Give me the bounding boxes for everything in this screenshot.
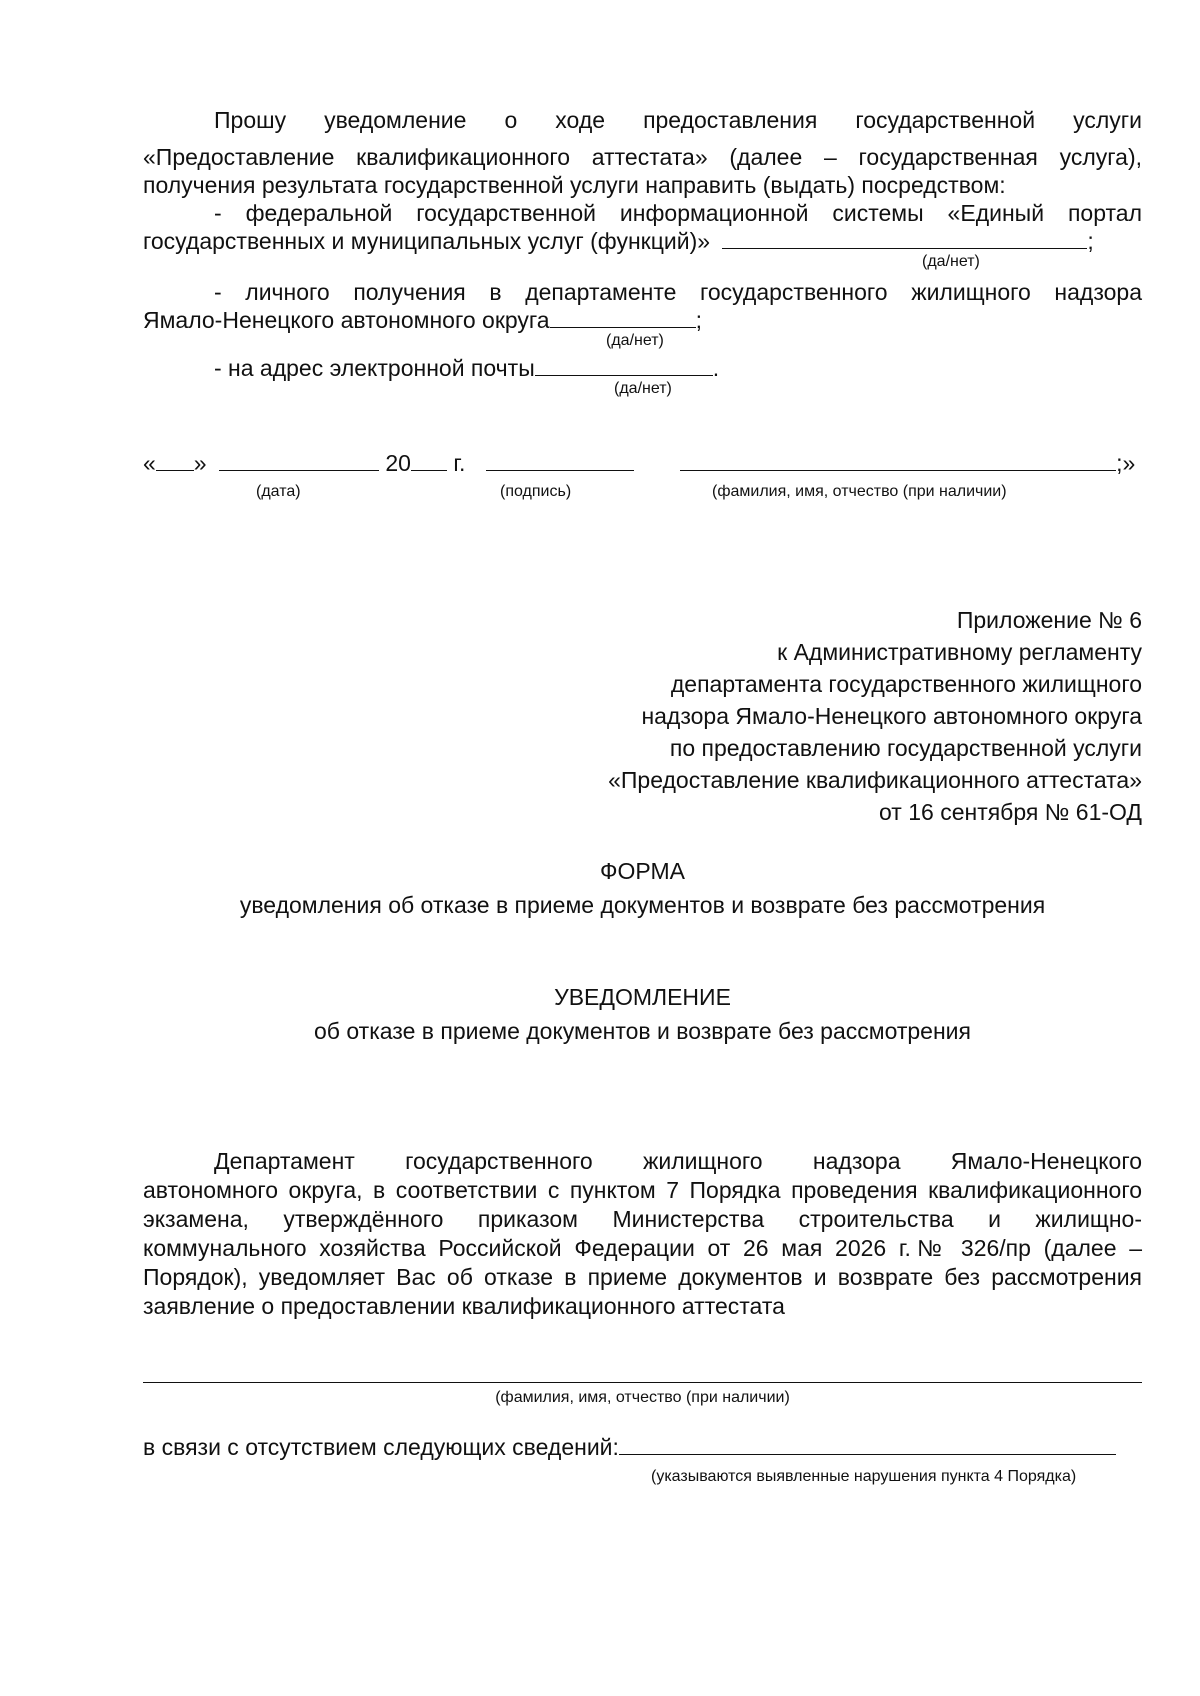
- date-close-quote: »: [193, 450, 207, 476]
- missing-info-hint: (указываются выявленные нарушения пункта 4 Порядка): [651, 1468, 1077, 1485]
- date-month-field[interactable]: [219, 450, 379, 471]
- option-personal-answer-field[interactable]: [550, 307, 696, 328]
- option-portal-hint: (да/нет): [922, 253, 980, 270]
- body-line-6: заявление о предоставлении квалификационного аттестата: [143, 1293, 785, 1319]
- missing-info-row: [143, 1434, 1116, 1461]
- appendix-line: надзора Ямало-Ненецкого автономного округа: [641, 703, 1142, 729]
- body-line-5: Порядок), уведомляет Вас об отказе в приеме документов и возврате без рассмотрения: [143, 1264, 1142, 1290]
- form-subtitle: уведомления об отказе в приеме документов и возврате без рассмотрения: [239, 892, 1046, 918]
- option-email-line: [214, 355, 719, 382]
- appendix-line: по предоставлению государственной услуги: [669, 735, 1142, 761]
- notice-subtitle: об отказе в приеме документов и возврате без рассмотрения: [314, 1018, 971, 1044]
- missing-info-field[interactable]: [619, 1434, 1116, 1455]
- applicant-name-hint: (фамилия, имя, отчество (при наличии): [495, 1389, 790, 1406]
- body-line-4: коммунального хозяйства Российской Федерации от 26 мая 2026 г.№ 326/пр (далее –: [143, 1235, 1142, 1261]
- appendix-line: департамента государственного жилищного: [670, 671, 1142, 697]
- full-name-hint: (фамилия, имя, отчество (при наличии): [712, 483, 1007, 500]
- signature-field[interactable]: [486, 450, 634, 471]
- option-email-text: - на адрес электронной почты: [214, 355, 535, 381]
- option-personal-line-2: [143, 307, 702, 334]
- date-year-suffix: г.: [453, 450, 466, 476]
- option-email-hint: (да/нет): [614, 380, 672, 397]
- request-line-1: Прошу уведомление о ходе предоставления государственной услуги: [214, 107, 1142, 133]
- appendix-line: «Предоставление квалификационного аттестата»: [608, 767, 1142, 793]
- request-line-3: получения результата государственной услуги направить (выдать) посредством:: [143, 172, 1006, 198]
- option-portal-answer-field[interactable]: [722, 228, 1087, 249]
- option-portal-line-1: - федеральной государственной информационной системы «Единый портал: [214, 200, 1142, 226]
- option-portal-line-2: [143, 228, 1094, 255]
- option-personal-line-1: - личного получения в департаменте государственного жилищного надзора: [214, 279, 1142, 305]
- appendix-line: Приложение № 6: [956, 607, 1142, 633]
- option-personal-end: ;: [695, 307, 702, 333]
- signature-hint: (подпись): [500, 483, 572, 500]
- missing-info-label: в связи с отсутствием следующих сведений:: [143, 1434, 619, 1460]
- appendix-block: [608, 604, 1142, 828]
- option-personal-hint: (да/нет): [606, 332, 664, 349]
- date-day-field[interactable]: [156, 450, 194, 471]
- request-line-2: «Предоставление квалификационного аттестата» (далее – государственная услуга),: [143, 144, 1142, 170]
- body-line-2: автономного округа, в соответствии с пунктом 7 Порядка проведения квалификационного: [143, 1177, 1142, 1203]
- form-title: ФОРМА: [600, 858, 685, 884]
- appendix-line: от 16 сентября № 61-ОД: [879, 799, 1142, 825]
- option-email-end: .: [712, 355, 720, 381]
- option-email-answer-field[interactable]: [535, 355, 713, 376]
- option-personal-text: Ямало-Ненецкого автономного округа: [143, 307, 550, 333]
- body-line-1: Департамент государственного жилищного надзора Ямало-Ненецкого: [214, 1148, 1142, 1174]
- signature-row-end: ;»: [1116, 450, 1136, 476]
- applicant-name-field[interactable]: [143, 1382, 1142, 1383]
- date-open-quote: «: [143, 450, 156, 476]
- appendix-line: к Административному регламенту: [777, 639, 1142, 665]
- signature-row: [143, 450, 1135, 477]
- option-portal-text: государственных и муниципальных услуг (функций)»: [143, 228, 711, 254]
- body-line-3: экзамена, утверждённого приказом Министерства строительства и жилищно-: [143, 1206, 1142, 1232]
- date-year-field[interactable]: [411, 450, 447, 471]
- notice-title: УВЕДОМЛЕНИЕ: [554, 984, 731, 1010]
- option-portal-end: ;: [1087, 228, 1094, 254]
- date-year-prefix: 20: [385, 450, 411, 476]
- full-name-field[interactable]: [680, 450, 1116, 471]
- date-hint: (дата): [256, 483, 301, 500]
